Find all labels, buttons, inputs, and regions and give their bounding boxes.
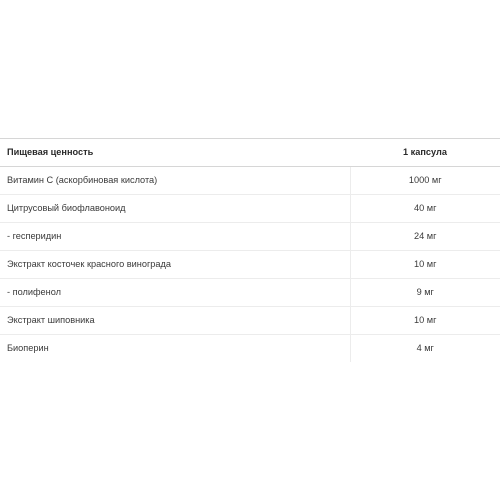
nutrient-amount: 24 мг [350,223,500,251]
nutrient-name: - гесперидин [0,223,350,251]
nutrient-name: Витамин С (аскорбиновая кислота) [0,167,350,195]
table-row [0,223,500,251]
nutrient-name: Цитрусовый биофлавоноид [0,195,350,223]
nutrient-name: - полифенол [0,279,350,307]
table-row [0,335,500,363]
nutrition-facts-table-container [0,138,500,362]
table-row [0,195,500,223]
table-row [0,279,500,307]
nutrient-amount: 10 мг [350,307,500,335]
table-row [0,167,500,195]
nutrient-name: Экстракт шиповника [0,307,350,335]
nutrient-amount: 1000 мг [350,167,500,195]
table-header-row [0,139,500,167]
table-row [0,251,500,279]
nutrient-amount: 40 мг [350,195,500,223]
nutrient-amount: 4 мг [416,343,434,353]
nutrition-facts-table [0,138,500,362]
nutrient-name: Биоперин [0,335,350,363]
nutrient-name: Экстракт косточек красного винограда [0,251,350,279]
column-header-nutrient: Пищевая ценность [0,139,350,167]
nutrient-amount: 10 мг [350,251,500,279]
column-header-serving: 1 капсула [350,139,500,167]
table-row [0,307,500,335]
nutrient-amount: 9 мг [350,279,500,307]
